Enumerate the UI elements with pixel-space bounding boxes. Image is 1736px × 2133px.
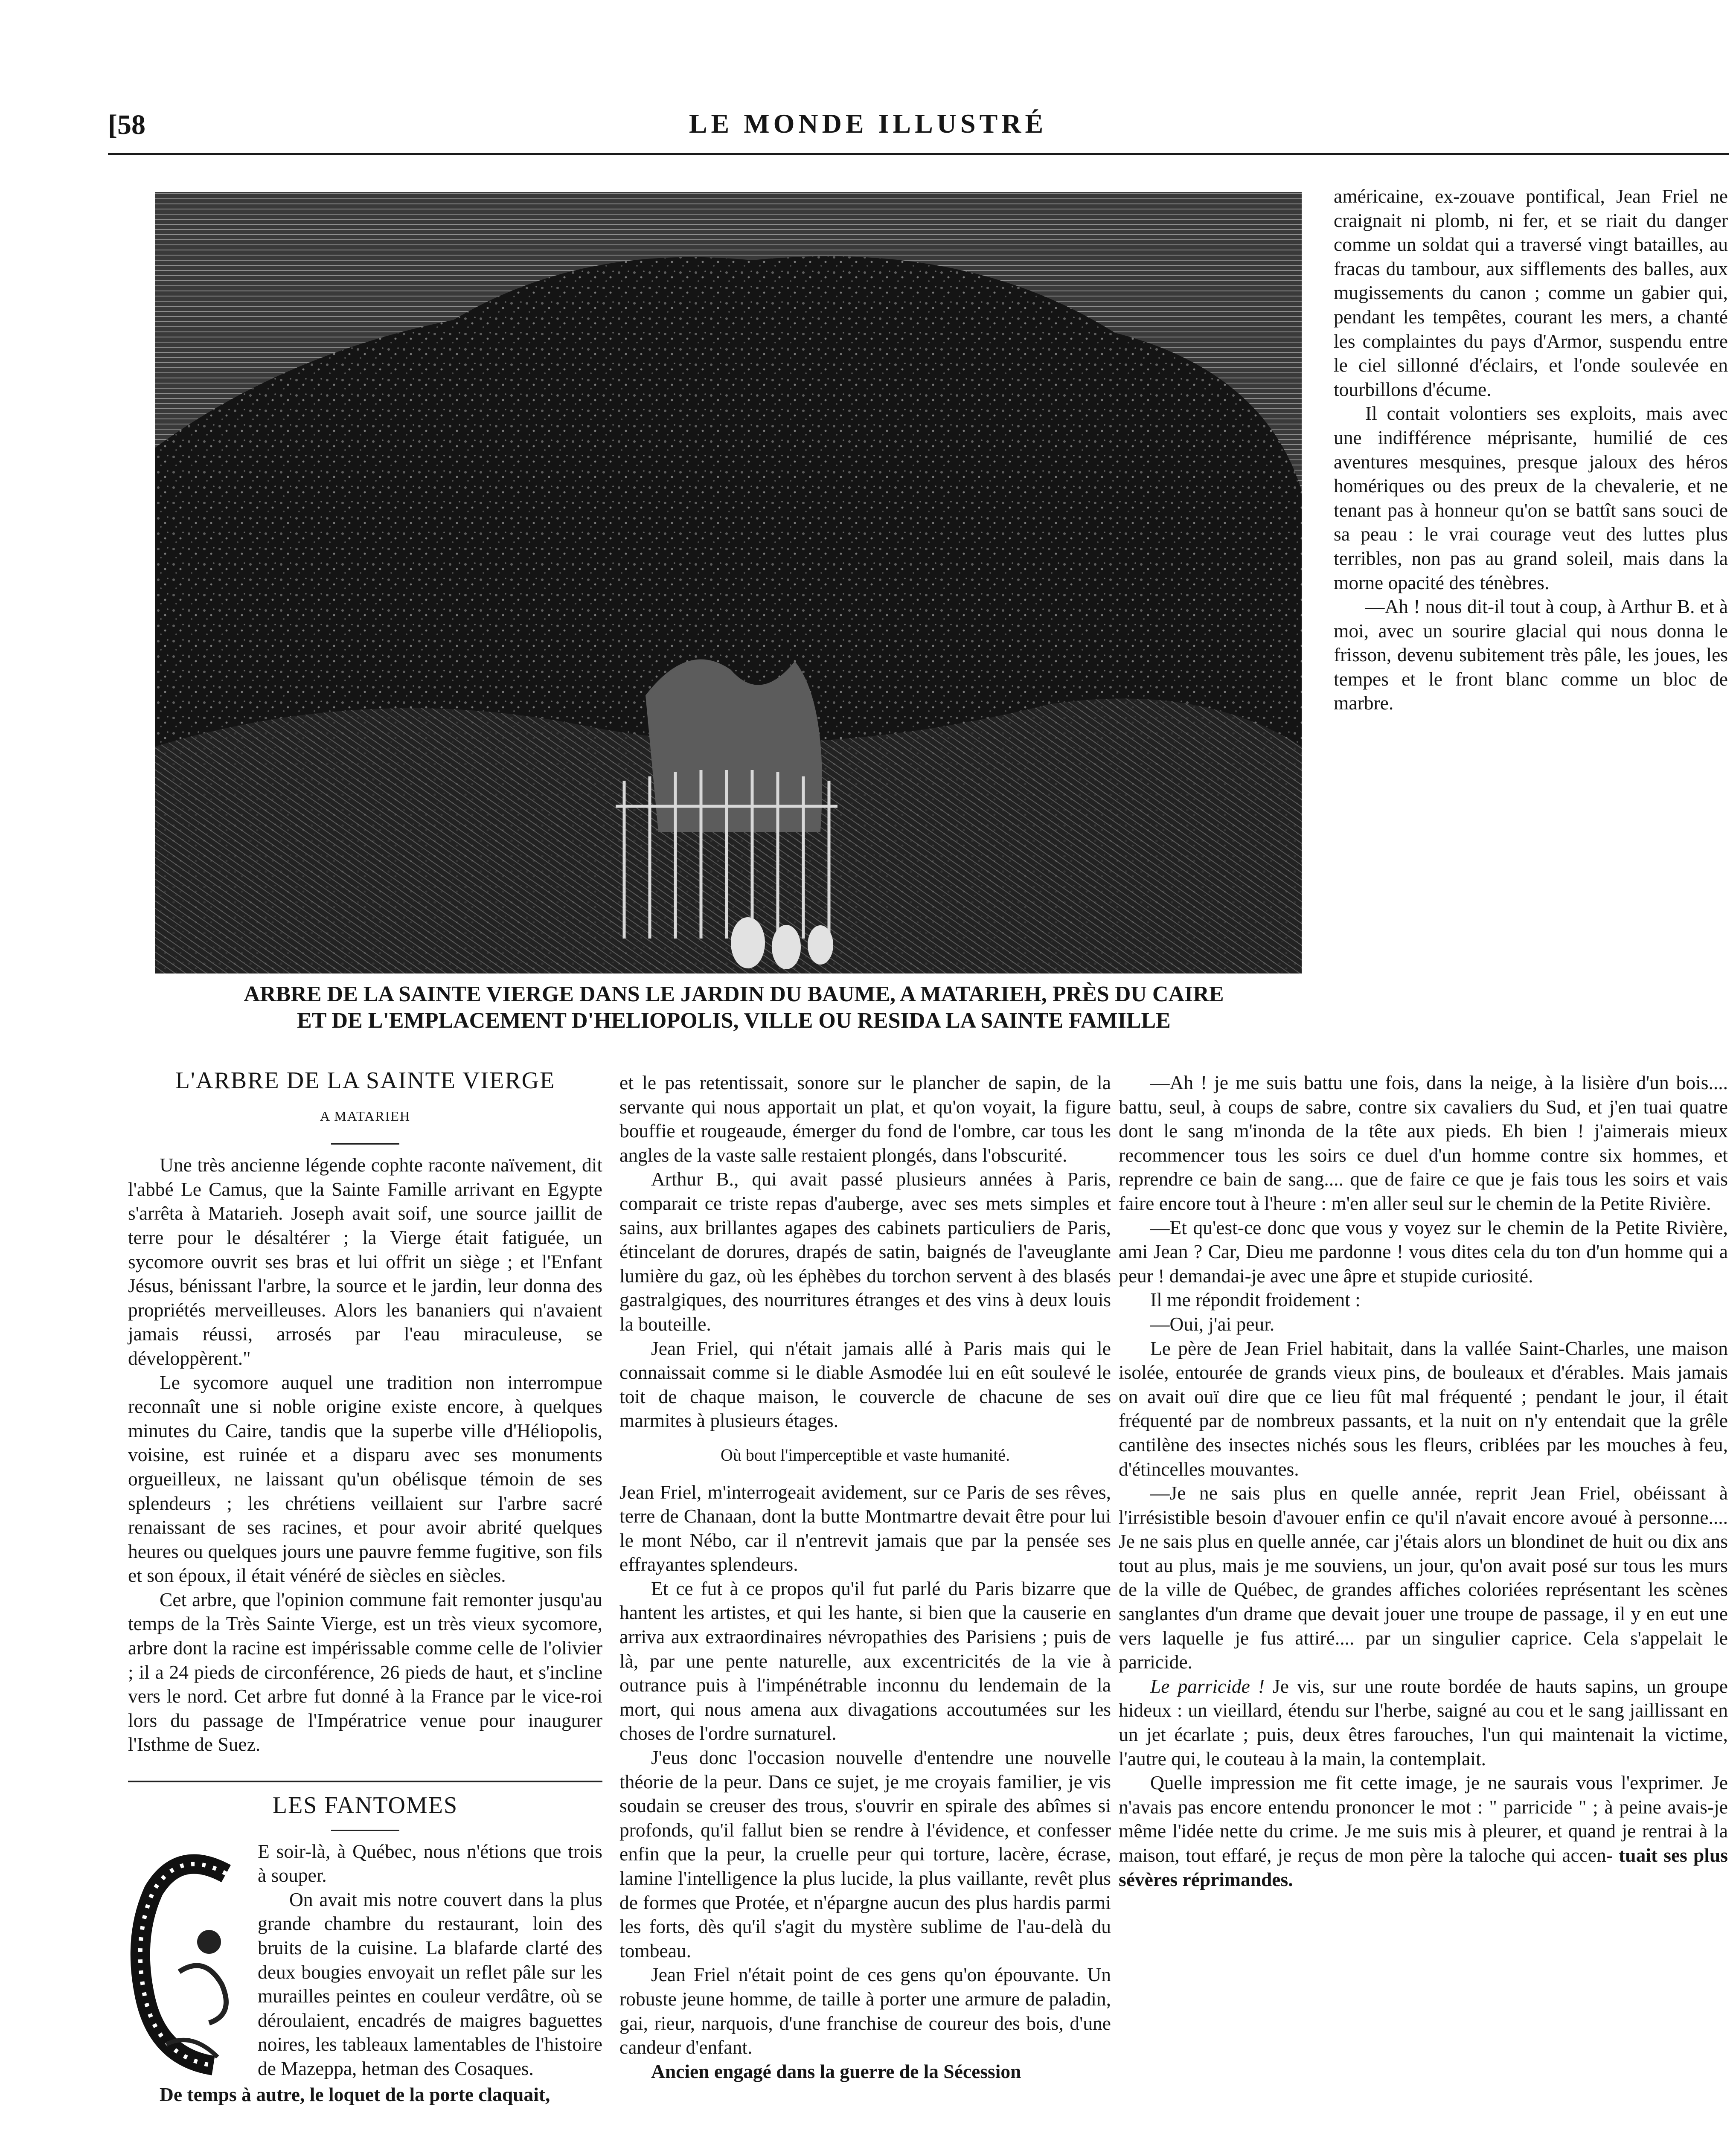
paragraph: On avait mis notre couvert dans la plus grande chambre du restaurant, loin des bruits de la cuisine. La blafarde clarté des deux bougies envoyait un reflet pâle sur les murailles peintes en couleur verdâtre, où se déroulaient, encadrés de maigres baguettes noires, les tableaux lamentables de l'histoire de Mazeppa, hetman des Cosaques.	[258, 1888, 602, 2079]
column-2	[619, 1071, 1111, 2084]
paragraph: Il contait volontiers ses exploits, mais avec une indifférence méprisante, humilié de ces aventures mesquines, presque jaloux des héros homériques ou des preux de la chevalerie, et ne tenant pas à honneur qu'on se battît sans souci de sa peau : le vrai courage veut des luttes plus terribles, non pas au grand soleil, mais dans la morne opacité des ténèbres.	[1334, 402, 1728, 593]
article-title: LES FANTOMES	[272, 1792, 458, 1819]
paragraph: Cet arbre, que l'opinion commune fait remonter jusqu'au temps de la Très Sainte Vierge, est un très vieux sycomore, arbre dont la racine est impérissable comme celle de l'olivier ; il a 24 pieds de circonférence, 26 pieds de haut, et s'incline vers le nord. Cet arbre fut donné à la France par le vice-roi lors du passage de l'Impératrice venue pour inaugurer l'Isthme de Suez.	[128, 1588, 602, 1755]
paragraph-text: Quelle impression me fit cette image, je ne saurais vous l'exprimer. Je n'avais pas encore entendu prononcer le mot : " parricide " ; à peine avais-je même l'idée nette du crime. Je me suis mis à pleurer, et quand je rentrai à la maison, tout effaré, je reçus de mon père la taloche qui accen-	[1119, 1772, 1728, 1866]
paragraph: —Ah ! je me suis battu une fois, dans la neige, à la lisière d'un bois.... battu, seul, à coups de sabre, contre six cavaliers du Sud, et j'en tuai quatre dont le sang m'inonda de la tête aux pieds. Eh bien ! j'aimerais mieux recommencer tous les soirs ce duel d'un homme contre six hommes, et reprendre ce bain de sang.... que de faire ce que je fais tous les soirs et vais faire encore tout à l'heure : m'en aller seul sur le chemin de la Petite Rivière.	[1119, 1072, 1728, 1214]
bold-run: tuait ses plus sévères réprimandes.	[1119, 1844, 1728, 1890]
masthead-rule	[108, 153, 1729, 155]
paragraph: américaine, ex-zouave pontifical, Jean Friel ne craignait ni plomb, ni fer, et se riait du danger comme un soldat qui a traversé vingt batailles, au fracas du tambour, aux sifflements des balles, aux mugissements du canon ; comme un gabier qui, pendant les tempêtes, courant les mers, a chanté les complaintes du pays d'Armor, suspendu entre le ciel sillonné d'éclairs, et l'onde soulevée en tourbillons d'écume.	[1334, 185, 1728, 400]
paragraph: Ancien engagé dans la guerre de la Sécession	[651, 2060, 1021, 2082]
column-3	[1119, 1071, 1728, 1892]
paragraph: —Ah ! nous dit-il tout à coup, à Arthur B. et à moi, avec un sourire glacial qui nous donna le frisson, devenu subitement très pâle, les joues, les tempes et le front blanc comme un bloc de marbre.	[1334, 596, 1728, 714]
paragraph: et le pas retentissait, sonore sur le plancher de sapin, de la servante qui nous apportait un plat, et qu'on voyait, la figure bouffie et rougeaude, émerger du fond de l'ombre, car tous les angles de la vaste salle restaient plongés, dans l'obscurité.	[619, 1072, 1111, 1166]
title-rule	[331, 1143, 399, 1145]
column-1	[128, 1069, 602, 2107]
caption-line-2: ET DE L'EMPLACEMENT D'HELIOPOLIS, VILLE OU RESIDA LA SAINTE FAMILLE	[297, 1008, 1171, 1033]
opening-paragraph: E soir-là, à Québec, nous n'étions que trois à souper.	[258, 1840, 602, 1886]
paragraph: Arthur B., qui avait passé plusieurs années à Paris, comparait ce triste repas d'auberge, avec ses mets simples et sains, aux brillantes agapes des cabinets particuliers de Paris, étincelant de dorures, drapés de satin, baignés de l'aveuglante lumière du gaz, où les éphèbes du torchon servent à des blasés gastralgiques, des nourritures étranges et des vins à deux louis la bouteille.	[619, 1168, 1111, 1335]
illustration-caption	[132, 981, 1335, 1034]
dropcap-c-ornament	[128, 1844, 247, 2083]
quoted-verse: Où bout l'imperceptible et vaste humanité.	[720, 1445, 1010, 1465]
caption-line-1: ARBRE DE LA SAINTE VIERGE DANS LE JARDIN DU BAUME, A MATARIEH, PRÈS DU CAIRE	[244, 982, 1224, 1006]
paragraph: Et ce fut à ce propos qu'il fut parlé du Paris bizarre que hantent les artistes, et qui les hante, si bien que la causerie en arriva aux extraordinaires névropathies des Parisiens ; puis de là, par une pente naturelle, aux excentricités de la vie à outrance puis à l'impénétrable inconnu du lendemain de la mort, qui nous amena aux divagations accoutumées sur les choses de l'ordre surnaturel.	[619, 1577, 1111, 1744]
paragraph: —Et qu'est-ce donc que vous y voyez sur le chemin de la Petite Rivière, ami Jean ? Car, Dieu me pardonne ! vous dites cela du ton d'un homme qui a peur ! demandai-je avec une âpre et stupide curiosité.	[1119, 1216, 1728, 1287]
paragraph: Le père de Jean Friel habitait, dans la vallée Saint-Charles, une maison isolée, entourée de grands vieux pins, de bouleaux et d'érables. Mais jamais on avait ouï dire que ce lieu fût mal fréquenté ; pendant le jour, il était fréquenté par de nombreux passants, et la nuit on n'y entendait que la grêle cantilène des insectes nichés sous les fleurs, criblées par les mouches à feu, d'étincelles mouvantes.	[1119, 1337, 1728, 1480]
paragraph	[1119, 1771, 1728, 1892]
paragraph: De temps à autre, le loquet de la porte claquait,	[160, 2083, 550, 2105]
article-subtitle: A MATARIEH	[320, 1108, 411, 1124]
paragraph	[1119, 1674, 1728, 1771]
paragraph: —Oui, j'ai peur.	[1150, 1313, 1275, 1335]
article-title: L'ARBRE DE LA SAINTE VIERGE	[175, 1067, 555, 1094]
paragraph: J'eus donc l'occasion nouvelle d'entendre une nouvelle théorie de la peur. Dans ce sujet, je me croyais familier, je vis soudain se creuser des trous, s'ouvrir en spirale des abîmes si profonds, qu'il fallut bien se rendre à l'évidence, et confesser enfin que la peur, la cruelle peur qui torture, lacère, écrase, lamine l'intelligence la plus lucide, la plus vaillante, revêt plus de formes que Protée, et n'épargne aucun des plus hardis parmi les forts, dès qu'il s'agit du mystère sublime de l'au-delà du tombeau.	[619, 1747, 1111, 1962]
column-right-narrow	[1334, 184, 1728, 715]
paragraph: Jean Friel, m'interrogeait avidement, sur ce Paris de ses rêves, terre de Chanaan, dont la butte Montmartre devait être pour lui le mont Nébo, car il n'entrevit jamais que par la pensée ses effrayantes splendeurs.	[619, 1481, 1111, 1575]
paragraph-text: Je vis, sur une route bordée de hauts sapins, un groupe hideux : un vieillard, étendu sur l'herbe, saigné au cou et le sang jaillissant en un jet écarlate ; puis, deux êtres farouches, l'un qui maintenait la victime, l'autre qui, le couteau à la main, la contemplait.	[1119, 1675, 1728, 1770]
engraving-sycamore-tree	[155, 192, 1302, 974]
paragraph: —Je ne sais plus en quelle année, reprit Jean Friel, obéissant à l'irrésistible besoin d'avouer enfin ce qu'il n'avait encore avoué à personne.... Je ne sais plus en quelle année, car j'étais alors un blondinet de huit ou dix ans tout au plus, mais je me souviens, un jour, qu'on avait posé sur tous les murs de la ville de Québec, de grandes affiches coloriées représentant les scènes sanglantes d'un drame que devait jouer une troupe de passage, il y en eut une vers laquelle je fus attiré.... par un singulier caprice. Cela s'appelait le parricide.	[1119, 1482, 1728, 1673]
paragraph: Une très ancienne légende cophte raconte naïvement, dit l'abbé Le Camus, que la Sainte Famille arrivant en Egypte s'arrêta à Matarieh. Joseph avait soif, une source jaillit de terre pour le désaltérer ; la Vierge était fatiguée, un sycomore ouvrit ses bras et lui offrit un siège ; et l'Enfant Jésus, bénissant l'arbre, la source et le jardin, leur donna des propriétés merveilleuses. Alors les bananiers qui n'avaient jamais réussi, arrosés par l'eau miraculeuse, se développèrent."	[128, 1154, 602, 1369]
paragraph: Il me répondit froidement :	[1150, 1289, 1361, 1311]
paragraph: Le sycomore auquel une tradition non interrompue reconnaît une si noble origine existe encore, à quelques minutes du Caire, tandis que la superbe ville d'Héliopolis, voisine, est ruinée et a disparu avec ses monuments orgueilleux, ne laissant qu'un obélisque témoin de ses splendeurs ; les chrétiens veillaient sur l'arbre sacré renaissant de ses racines, et pour avoir abrité quelques heures ou quelques jours une pauvre femme fugitive, son fils et son époux, il était vénéré de siècles en siècles.	[128, 1371, 602, 1587]
section-rule	[128, 1781, 602, 1782]
paragraph: Jean Friel, qui n'était jamais allé à Paris mais qui le connaissait comme si le diable Asmodée lui en eût soulevé le toit de chaque maison, le couvercle de chacune de ses marmites à plusieurs étages.	[619, 1337, 1111, 1432]
italic-title: Le parricide !	[1150, 1675, 1265, 1697]
paragraph: Jean Friel n'était point de ces gens qu'on épouvante. Un robuste jeune homme, de taille à porter une armure de paladin, gai, rieur, narquois, d'une franchise de coureur des bois, d'une candeur d'enfant.	[619, 1964, 1111, 2058]
masthead-title: LE MONDE ILLUSTRÉ	[689, 108, 1047, 139]
title-rule	[331, 1830, 399, 1831]
page-number: [58	[108, 109, 145, 140]
